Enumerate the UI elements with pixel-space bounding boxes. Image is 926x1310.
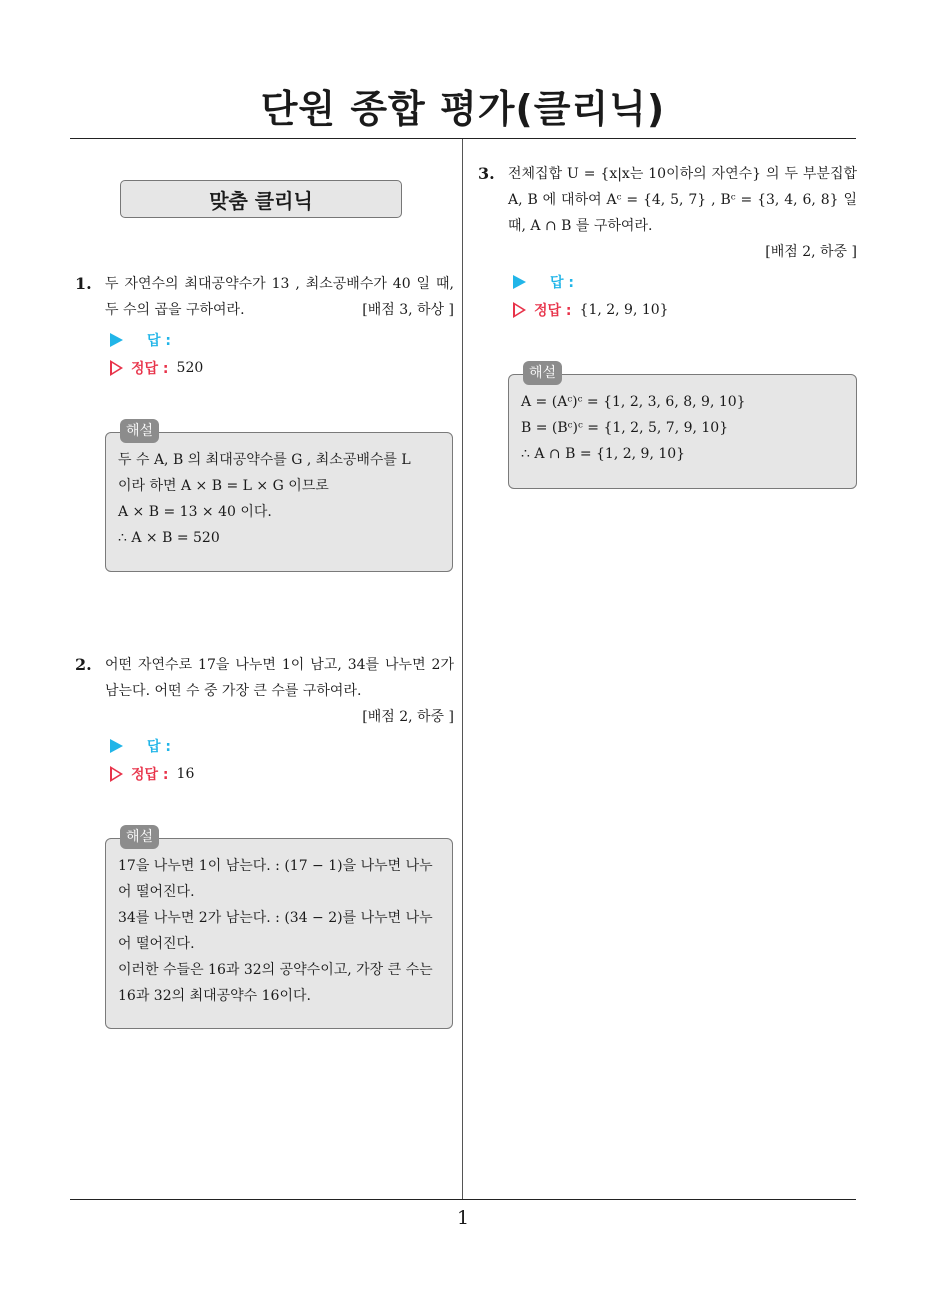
answer-block-2 (110, 732, 194, 788)
page-title: 단원 종합 평가(클리닉) (260, 87, 666, 131)
correct-label: 정답 : (534, 303, 572, 319)
correct-arrow-icon (513, 302, 526, 318)
question-score: [배점 2, 하중 ] (765, 244, 857, 260)
question-text: 전체집합 U = {x|x는 10이하의 자연수} 의 두 부분집합 A, B 에 대하여 Aᶜ = {4, 5, 7} , Bᶜ = {3, 4, 6, 8} 일 때, A ∩ B 를 구하여라. (508, 166, 857, 234)
question-number: 1. (75, 274, 92, 293)
answer-label: 답 : (147, 333, 171, 349)
answer-block-3 (513, 268, 669, 324)
correct-arrow-icon (110, 766, 123, 782)
answer-arrow-icon (513, 275, 526, 289)
correct-value: {1, 2, 9, 10} (579, 302, 669, 318)
solution-line: ∴ A × B = 520 (118, 530, 220, 546)
question-2 (75, 652, 454, 730)
question-1 (75, 271, 454, 323)
question-number: 3. (478, 164, 495, 183)
correct-label: 정답 : (131, 767, 169, 783)
clinic-heading-box (120, 180, 402, 218)
question-text: 두 자연수의 최대공약수가 13 , 최소공배수가 40 일 때, 두 수의 곱을 구하여라. (105, 276, 454, 318)
correct-arrow-icon (110, 360, 123, 376)
correct-label: 정답 : (131, 361, 169, 377)
solution-line: A = (Aᶜ)ᶜ = {1, 2, 3, 6, 8, 9, 10} (521, 394, 746, 410)
solution-tag: 해설 (120, 825, 159, 849)
bottom-rule (70, 1199, 856, 1200)
answer-label: 답 : (550, 275, 574, 291)
column-divider (462, 139, 463, 1200)
answer-arrow-icon (110, 333, 123, 347)
question-score: [배점 2, 하중 ] (362, 709, 454, 725)
solution-box-3 (508, 365, 857, 489)
top-rule (70, 138, 856, 139)
solution-line: 이러한 수들은 16과 32의 공약수이고, 가장 큰 수는 16과 32의 최대공약수 16이다. (118, 962, 433, 1004)
answer-block-1 (110, 326, 203, 382)
solution-line: 이라 하면 A × B = L × G 이므로 (118, 478, 329, 494)
solution-tag: 해설 (523, 361, 562, 385)
solution-line: 두 수 A, B 의 최대공약수를 G , 최소공배수를 L (118, 452, 411, 468)
solution-line: ∴ A ∩ B = {1, 2, 9, 10} (521, 446, 686, 462)
correct-value: 520 (176, 360, 204, 376)
clinic-heading: 맞춤 클리닉 (209, 188, 313, 213)
answer-arrow-icon (110, 739, 123, 753)
solution-box-2 (105, 829, 453, 1029)
correct-value: 16 (176, 766, 195, 782)
solution-line: 17을 나누면 1이 남는다. : (17 − 1)을 나누면 나누어 떨어진다. (118, 858, 433, 900)
solution-line: 34를 나누면 2가 남는다. : (34 − 2)를 나누면 나누어 떨어진다. (118, 910, 433, 952)
question-score: [배점 3, 하상 ] (362, 302, 454, 318)
question-text: 어떤 자연수로 17을 나누면 1이 남고, 34를 나누면 2가 남는다. 어떤 수 중 가장 큰 수를 구하여라. (105, 657, 454, 699)
question-3 (478, 161, 857, 265)
solution-line: A × B = 13 × 40 이다. (118, 504, 272, 520)
answer-label: 답 : (147, 739, 171, 755)
solution-line: B = (Bᶜ)ᶜ = {1, 2, 5, 7, 9, 10} (521, 420, 729, 436)
page-number: 1 (456, 1207, 470, 1229)
question-number: 2. (75, 655, 92, 674)
solution-tag: 해설 (120, 419, 159, 443)
solution-box-1 (105, 423, 453, 572)
